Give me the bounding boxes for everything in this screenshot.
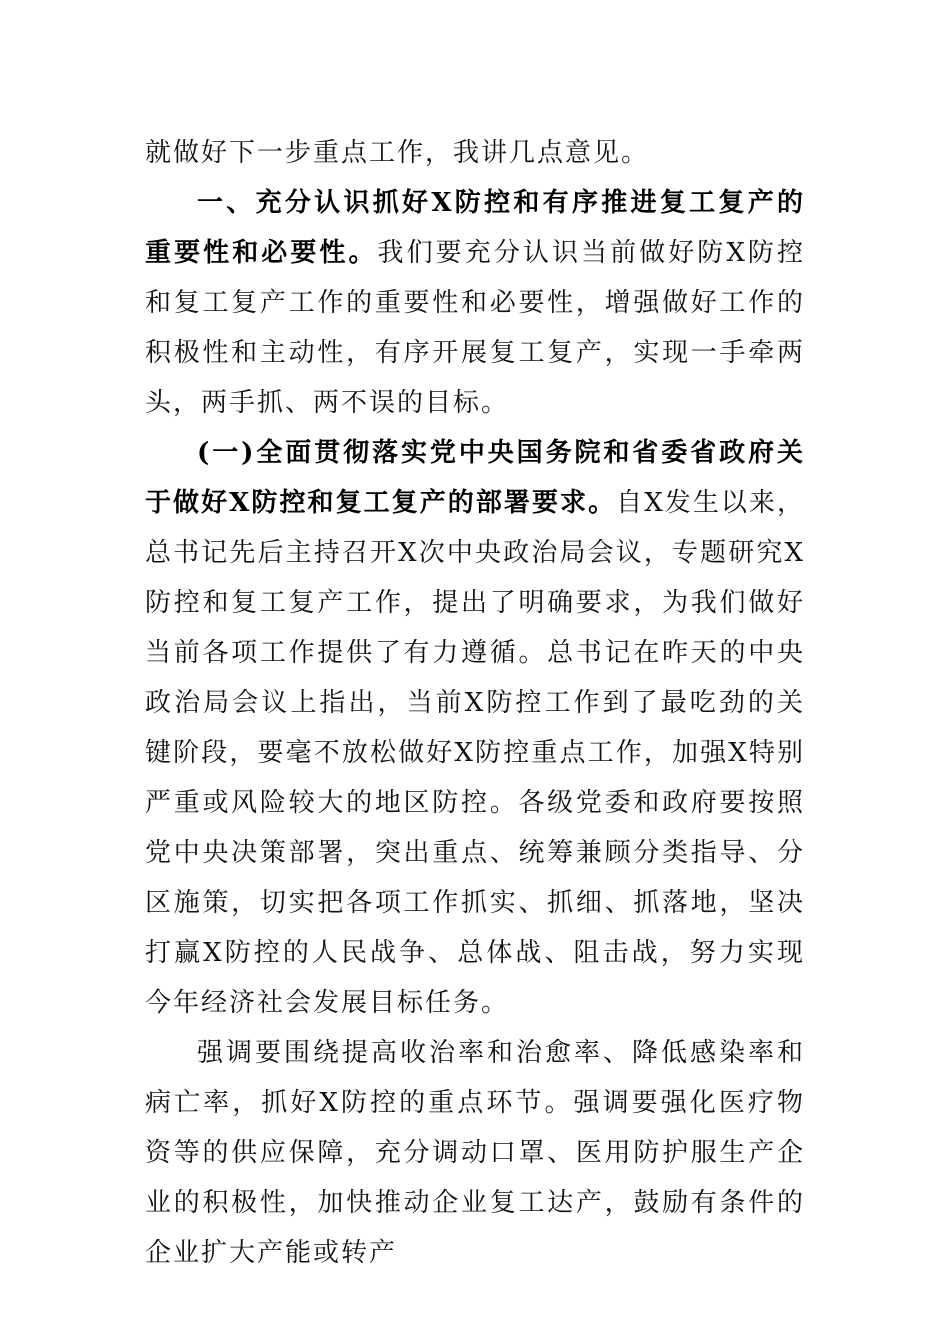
paragraph-text: 自X发生以来，总书记先后主持召开X次中央政治局会议，专题研究X防控和复工复产工作，提出了明确要求，为我们做好当前各项工作提供了有力遵循。总书记在昨天的中央政治局会议上指出，当前X防控工作到了最吃劲的关键阶段，要毫不放松做好X防控重点工作，加强X特别严重或风险较大的地区防控。各级党委和政府要按照党中央决策部署，突出重点、统筹兼顾分类指导、分区施策，切实把各项工作抓实、抓细、抓落地，坚决打赢X防控的人民战争、总体战、阻击战，努力实现今年经济社会发展目标任务。 <box>145 488 805 1018</box>
paragraph-text: 就做好下一步重点工作，我讲几点意见。 <box>145 138 650 168</box>
section-heading: 一、充分认识抓好X防控和有序推进复工复产的重要性和必要性。 <box>145 188 805 268</box>
paragraph-intro <box>145 128 805 178</box>
paragraph-emphasis <box>145 1028 805 1278</box>
paragraph-section-one <box>145 178 805 428</box>
document-body <box>145 128 805 1278</box>
paragraph-subsection-one <box>145 428 805 1028</box>
paragraph-text: 强调要围绕提高收治率和治愈率、降低感染率和病亡率，抓好X防控的重点环节。强调要强化医疗物资等的供应保障，充分调动口罩、医用防护服生产企业的积极性，加快推动企业复工达产，鼓励有条件的企业扩大产能或转产 <box>145 1038 805 1268</box>
paragraph-text: 我们要充分认识当前做好防X防控和复工复产工作的重要性和必要性，增强做好工作的积极性和主动性，有序开展复工复产，实现一手牵两头，两手抓、两不误的目标。 <box>145 238 805 418</box>
subsection-heading: (一)全面贯彻落实党中央国务院和省委省政府关于做好X防控和复工复产的部署要求。 <box>145 438 805 518</box>
